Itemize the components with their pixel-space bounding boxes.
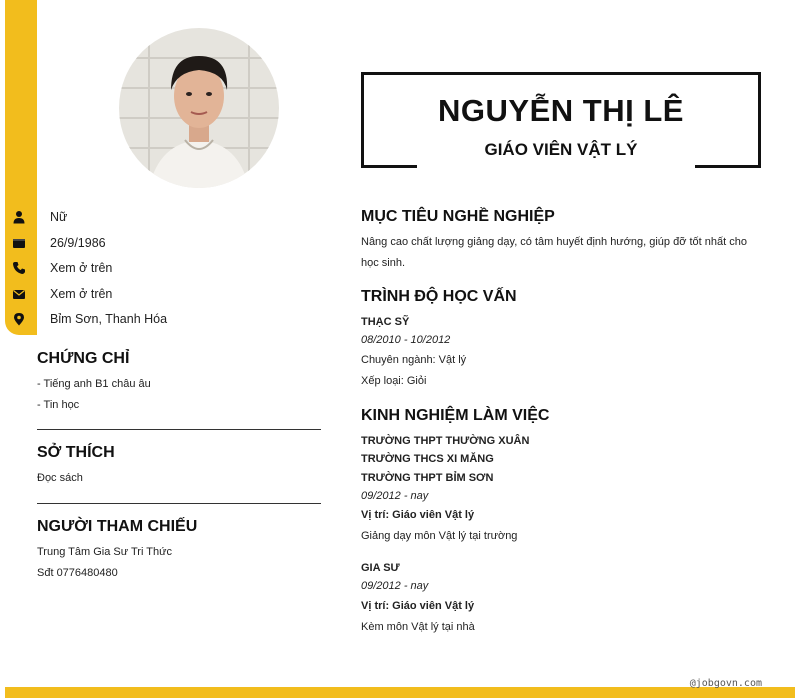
experience-description: Giảng dạy môn Vật lý tại trường (361, 530, 518, 542)
education-major: Chuyên ngành: Vật lý (361, 354, 467, 366)
reference-item: Trung Tâm Gia Sư Tri Thức (37, 546, 172, 558)
experience-organization: GIA SƯ (361, 562, 400, 574)
person-icon (12, 210, 26, 224)
experience-school: TRƯỜNG THCS XI MĂNG (361, 453, 494, 465)
email-text: Xem ở trên (50, 287, 113, 301)
hobby-item: Đọc sách (37, 472, 83, 484)
address-text: Bỉm Sơn, Thanh Hóa (50, 312, 168, 326)
experience-position: Vị trí: Giáo viên Vật lý (361, 600, 475, 612)
references-title: NGƯỜI THAM CHIẾU (37, 518, 198, 535)
phone-text: Xem ở trên (50, 261, 113, 275)
mail-icon (12, 287, 26, 301)
contact-address (0, 309, 300, 329)
section-divider (37, 503, 321, 504)
profile-photo (119, 28, 279, 188)
education-degree: THẠC SỸ (361, 316, 410, 328)
reference-item: Sđt 0776480480 (37, 567, 118, 579)
contact-dob (0, 233, 300, 253)
certificates-section (37, 349, 321, 416)
experience-position: Vị trí: Giáo viên Vật lý (361, 509, 475, 521)
references-section (37, 517, 321, 584)
gender-text: Nữ (50, 210, 68, 224)
experience-period: 09/2012 - nay (361, 490, 429, 502)
watermark-text: @jobgovn.com (689, 678, 762, 689)
education-period: 08/2010 - 10/2012 (361, 334, 451, 346)
job-title: GIÁO VIÊN VẬT LÝ (484, 140, 638, 159)
contact-gender (0, 207, 300, 227)
certificates-title: CHỨNG CHỈ (37, 350, 130, 367)
calendar-icon (12, 236, 26, 250)
experience-school: TRƯỜNG THPT THƯỜNG XUÂN (361, 435, 530, 447)
hobbies-title: SỞ THÍCH (37, 444, 115, 461)
phone-icon (12, 261, 26, 275)
education-title: TRÌNH ĐỘ HỌC VẤN (361, 288, 517, 305)
section-divider (37, 429, 321, 430)
full-name: NGUYỄN THỊ LÊ (438, 93, 684, 128)
experience-period: 09/2012 - nay (361, 580, 429, 592)
certificate-item: - Tin học (37, 399, 80, 411)
objective-title: MỤC TIÊU NGHỀ NGHIỆP (361, 208, 555, 225)
name-header-box (361, 72, 761, 168)
education-grade: Xếp loại: Giỏi (361, 375, 427, 387)
experience-school: TRƯỜNG THPT BỈM SƠN (361, 472, 494, 484)
experience-description: Kèm môn Vật lý tại nhà (361, 621, 475, 633)
objective-text-line: Nâng cao chất lượng giảng dạy, có tâm huyết định hướng, giúp đỡ tốt nhất cho (361, 236, 747, 248)
objective-text-line: học sinh. (361, 257, 406, 269)
contact-email (0, 284, 300, 304)
dob-text: 26/9/1986 (50, 236, 106, 250)
location-pin-icon (12, 312, 26, 326)
contact-phone (0, 258, 300, 278)
experience-title: KINH NGHIỆM LÀM VIỆC (361, 407, 550, 424)
hobbies-section (37, 443, 321, 489)
certificate-item: - Tiếng anh B1 châu âu (37, 378, 151, 390)
footer-accent-bar (5, 687, 795, 698)
